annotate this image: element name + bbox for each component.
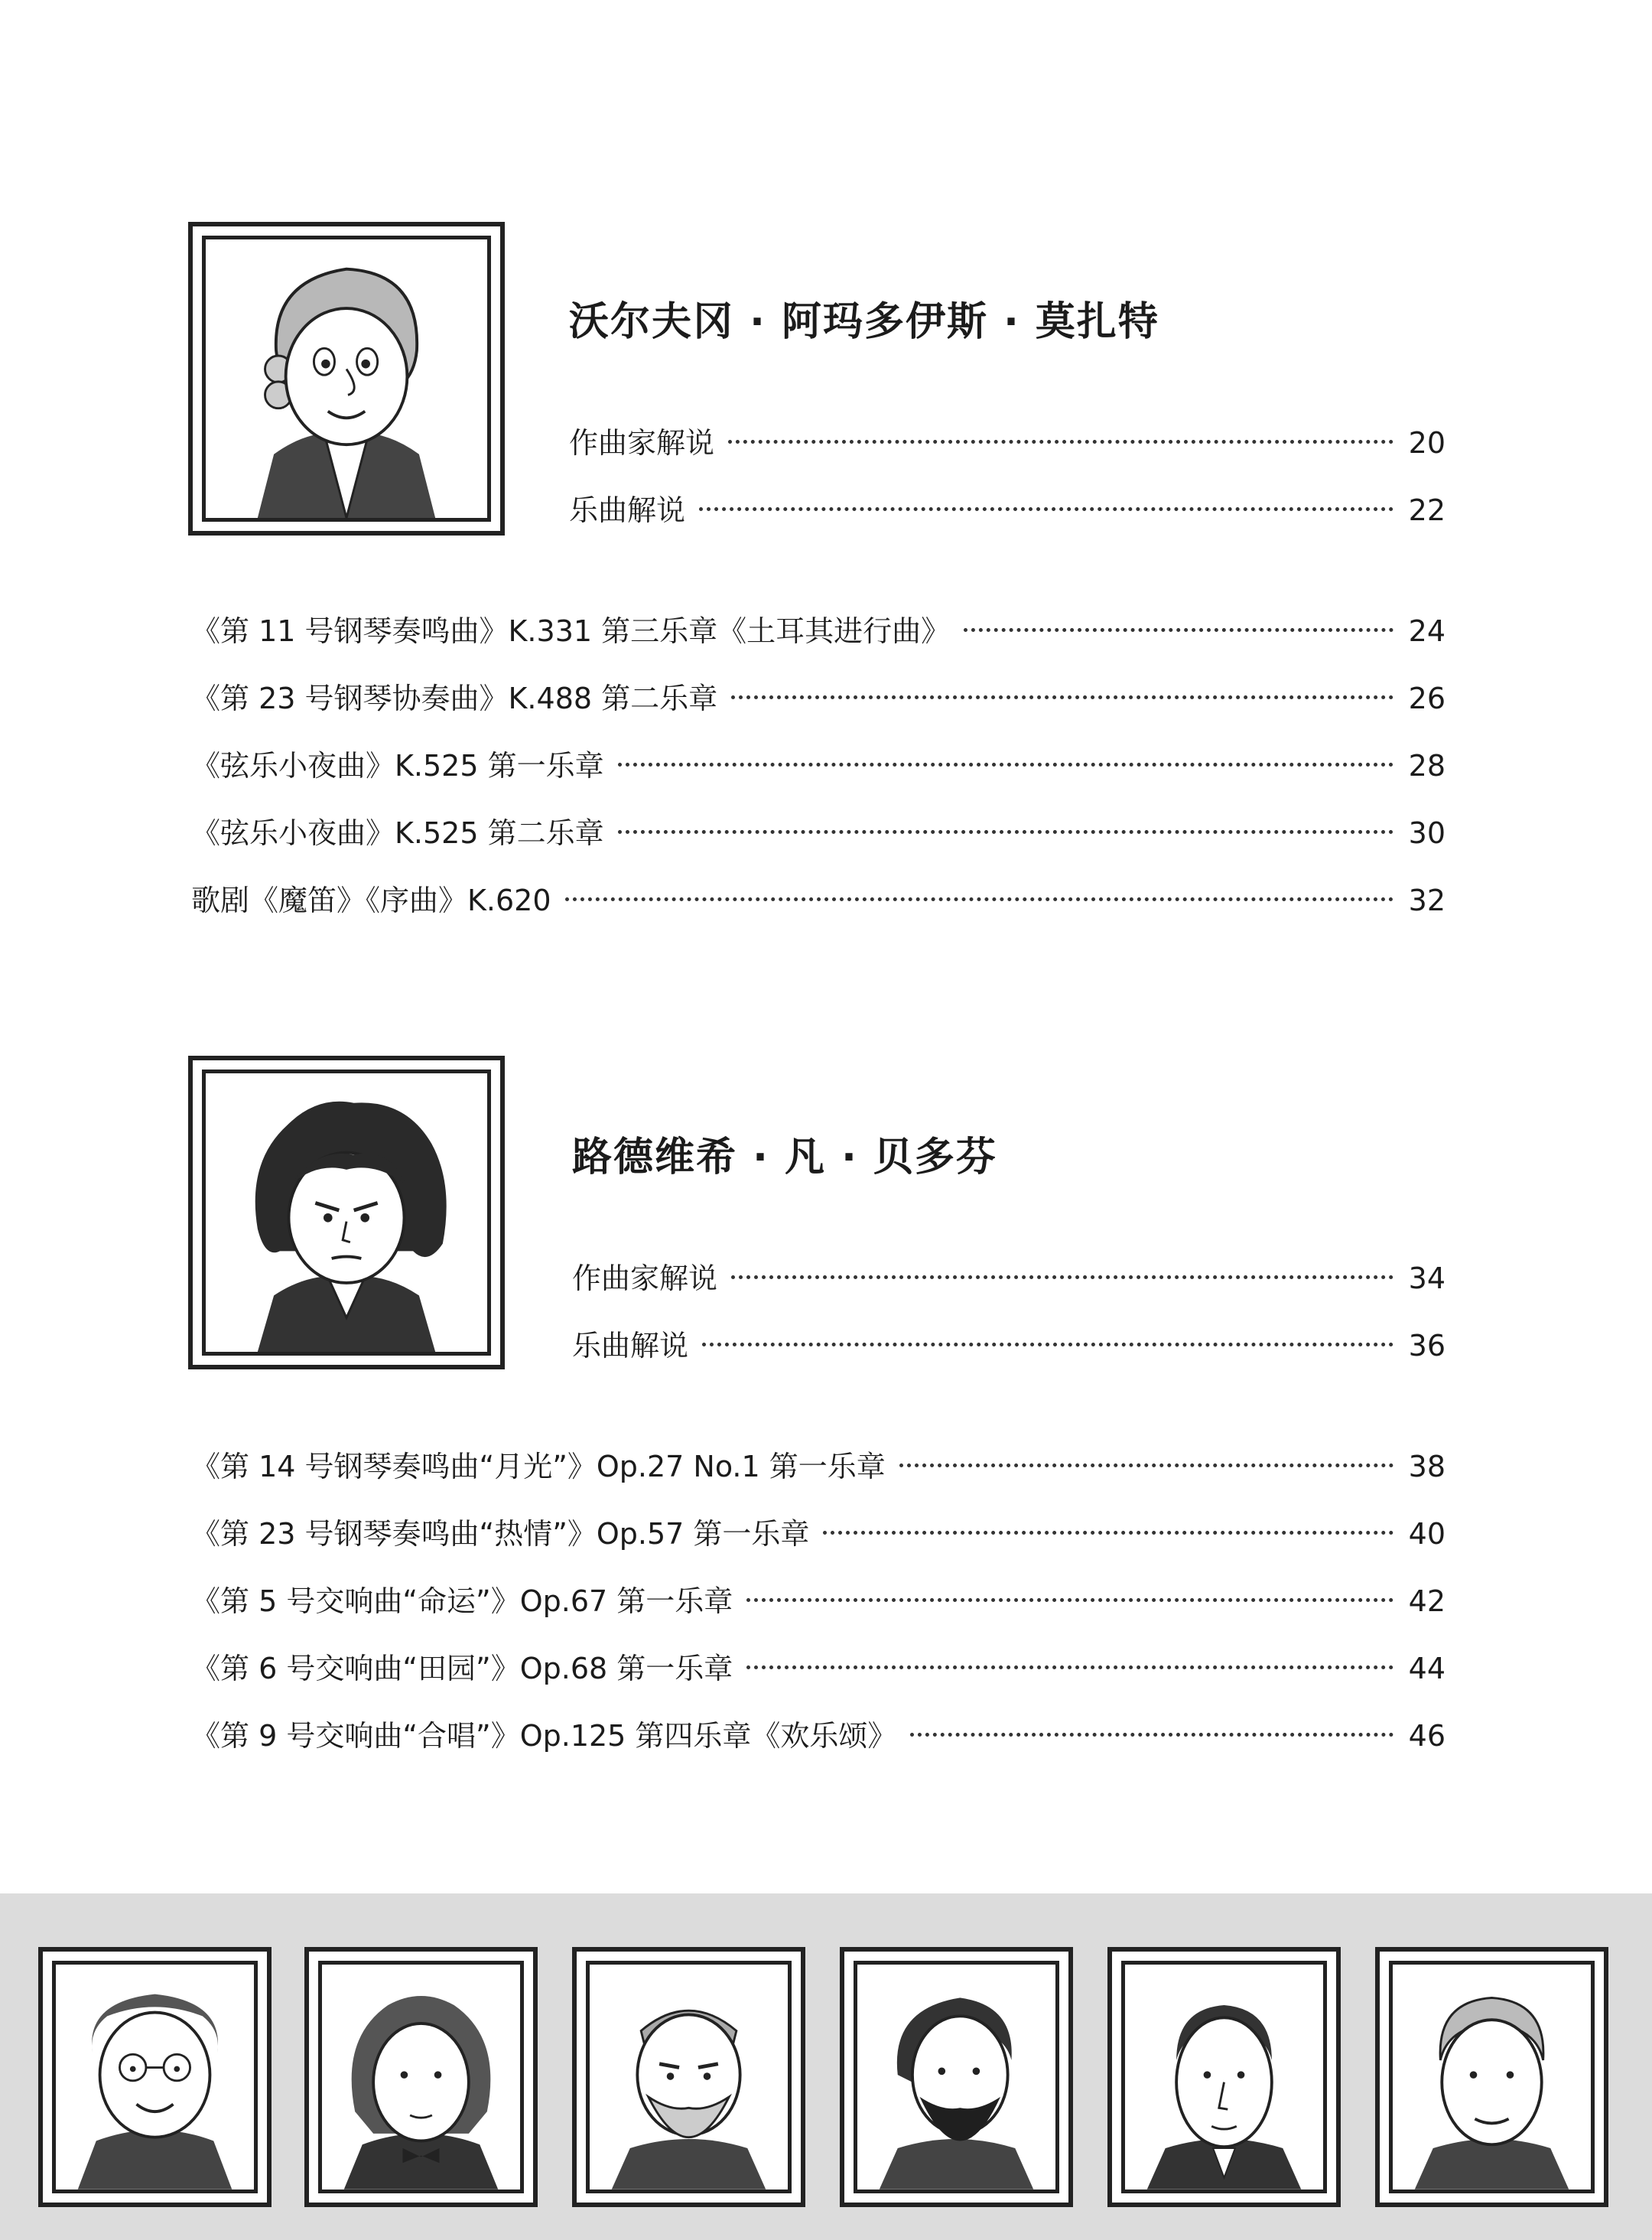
toc-entry-label: 《第 23 号钢琴协奏曲》K.488 第二乐章 (191, 682, 718, 715)
dot-leader (731, 695, 1393, 699)
toc-entry-label: 乐曲解说 (572, 1329, 689, 1363)
toc-entry-label: 《第 9 号交响曲“合唱”》Op.125 第四乐章《欢乐颂》 (191, 1719, 897, 1753)
toc-page-number: 38 (1408, 1450, 1446, 1483)
toc-entry-label: 歌剧《魔笛》《序曲》K.620 (191, 884, 551, 917)
dot-leader (910, 1733, 1393, 1737)
composer-white-beard-portrait-icon (590, 1965, 788, 2190)
toc-entry-label: 《第 14 号钢琴奏鸣曲“月光”》Op.27 No.1 第一乐章 (191, 1450, 886, 1483)
toc-entry[interactable] (191, 1645, 1446, 1687)
toc-entry[interactable] (191, 607, 1446, 650)
toc-entry[interactable] (191, 809, 1446, 851)
toc-entry-label: 《弦乐小夜曲》K.525 第一乐章 (191, 749, 604, 783)
dot-leader (618, 763, 1393, 767)
dot-leader (746, 1665, 1393, 1669)
toc-entry[interactable] (569, 419, 1446, 461)
dot-leader (964, 628, 1393, 632)
toc-entry[interactable] (572, 1322, 1446, 1364)
composer-glasses-portrait-icon (56, 1965, 254, 2190)
toc-entry-label: 《第 6 号交响曲“田园”》Op.68 第一乐章 (191, 1652, 733, 1685)
toc-page-number: 32 (1408, 884, 1446, 917)
dot-leader (728, 440, 1393, 444)
dot-leader (565, 897, 1393, 901)
dot-leader (699, 507, 1393, 511)
composer-curly-hair-portrait-icon (322, 1965, 520, 2190)
dot-leader (746, 1598, 1393, 1602)
toc-page-number: 28 (1408, 749, 1446, 783)
composer-white-hair-portrait-icon (1393, 1965, 1591, 2190)
toc-entry[interactable] (191, 1443, 1446, 1485)
dot-leader (823, 1531, 1393, 1535)
banner-portrait-frame (304, 1947, 538, 2207)
banner-portrait-frame (572, 1947, 805, 2207)
mozart-portrait-frame (188, 222, 505, 536)
toc-entry[interactable] (572, 1255, 1446, 1297)
composer-balding-portrait-icon (1125, 1965, 1323, 2190)
toc-entry[interactable] (191, 675, 1446, 717)
banner-portrait-frame (38, 1947, 272, 2207)
toc-page-number: 34 (1408, 1262, 1446, 1295)
toc-entry-label: 《第 5 号交响曲“命运”》Op.67 第一乐章 (191, 1584, 733, 1618)
toc-entry-label: 作曲家解说 (572, 1262, 718, 1295)
toc-entry-label: 乐曲解说 (569, 493, 686, 527)
beethoven-portrait-icon (206, 1073, 487, 1352)
banner-portrait-frame (1107, 1947, 1341, 2207)
toc-entry-label: 作曲家解说 (569, 426, 715, 460)
composer-name-beethoven: 路德维希 · 凡 · 贝多芬 (572, 1135, 997, 1180)
toc-entry-label: 《弦乐小夜曲》K.525 第二乐章 (191, 816, 604, 850)
toc-entry[interactable] (191, 1712, 1446, 1754)
toc-page-number: 36 (1408, 1329, 1446, 1363)
toc-entry[interactable] (569, 487, 1446, 529)
dot-leader (899, 1463, 1393, 1467)
dot-leader (702, 1343, 1393, 1346)
composer-name-mozart: 沃尔夫冈 · 阿玛多伊斯 · 莫扎特 (569, 299, 1159, 345)
toc-page-number: 20 (1408, 426, 1446, 460)
dot-leader (731, 1275, 1393, 1279)
toc-page-number: 24 (1408, 614, 1446, 648)
toc-page-number: 42 (1408, 1584, 1446, 1618)
beethoven-portrait-frame (188, 1056, 505, 1369)
banner-portrait-frame (1375, 1947, 1608, 2207)
toc-entry[interactable] (191, 742, 1446, 784)
toc-entry[interactable] (191, 1510, 1446, 1552)
banner-portrait-frame (840, 1947, 1073, 2207)
toc-page-number: 46 (1408, 1719, 1446, 1753)
toc-entry-label: 《第 23 号钢琴奏鸣曲“热情”》Op.57 第一乐章 (191, 1517, 810, 1551)
toc-entry[interactable] (191, 1577, 1446, 1620)
toc-page-number: 22 (1408, 493, 1446, 527)
toc-entry-label: 《第 11 号钢琴奏鸣曲》K.331 第三乐章《土耳其进行曲》 (191, 614, 951, 648)
toc-page-number: 44 (1408, 1652, 1446, 1685)
toc-page-number: 26 (1408, 682, 1446, 715)
mozart-portrait-icon (206, 239, 487, 518)
toc-entry[interactable] (191, 877, 1446, 919)
dot-leader (618, 830, 1393, 834)
composer-black-beard-portrait-icon (857, 1965, 1055, 2190)
toc-page-number: 30 (1408, 816, 1446, 850)
toc-page-number: 40 (1408, 1517, 1446, 1551)
